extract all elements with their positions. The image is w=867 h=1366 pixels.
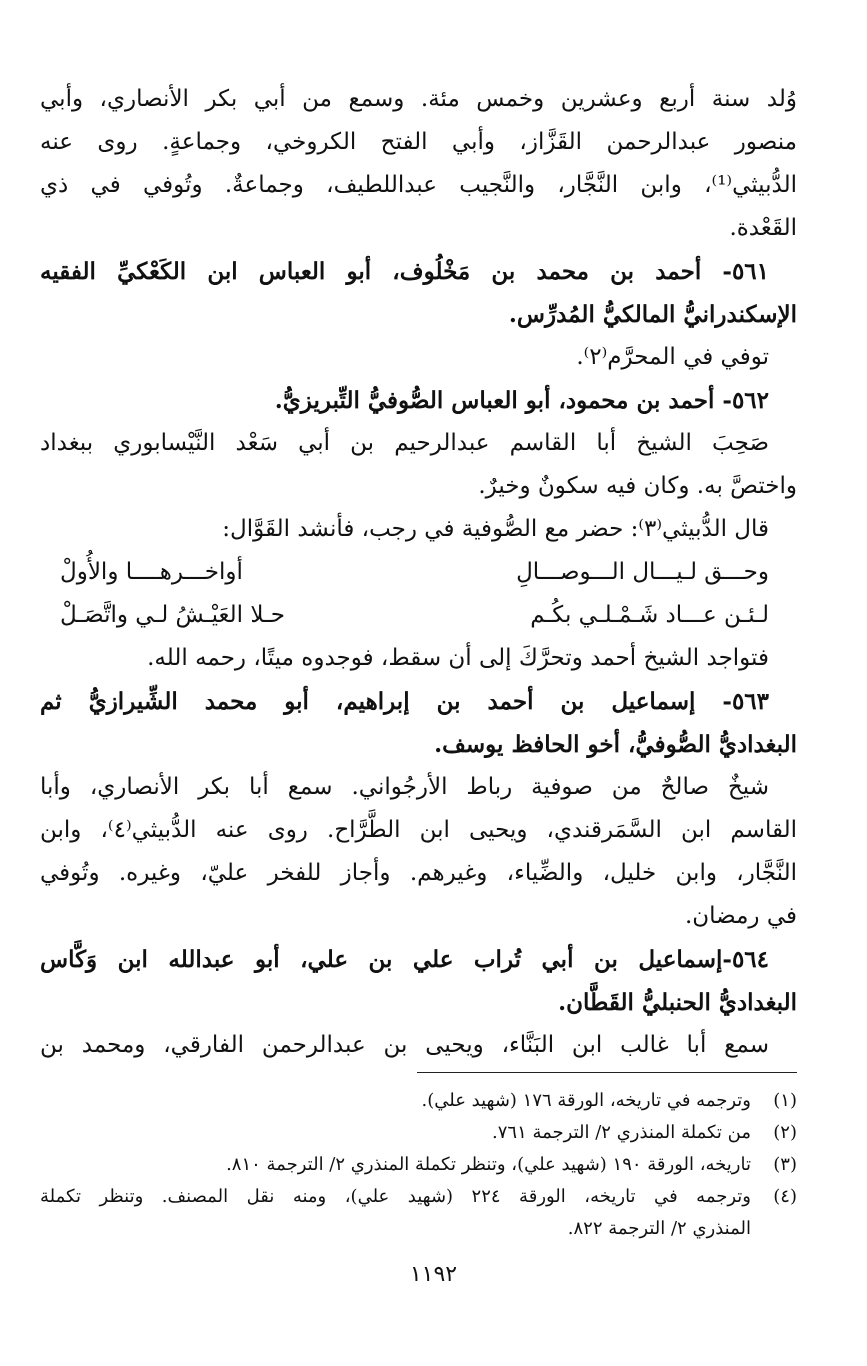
text-line: منصور عبدالرحمن القَزَّاز، وأبي الفتح الكروخي، وجماعةٍ. روى عنه <box>40 129 797 155</box>
entry-heading-564-cont: البغداديُّ الحنبليُّ القَطَّان. <box>558 989 797 1016</box>
footnote-text: من تكملة المنذري ٢/ الترجمة ٧٦١. <box>492 1122 751 1143</box>
verse-line <box>40 551 797 594</box>
verse-hemistich: حـلا العَيْـشُ لـي واتَّصَـلْ <box>60 602 286 628</box>
text-line: فتواجد الشيخ أحمد وتحرَّكَ إلى أن سقط، فوجدوه ميتًا، رحمه الله. <box>147 645 769 671</box>
text-line: سمع أبا غالب ابن البَنَّاء، ويحيى بن عبدالرحمن الفارقي، ومحمد بن <box>40 1032 769 1058</box>
text-line: وُلد سنة أربع وعشرين وخمس مئة. وسمع من أبي بكر الأنصاري، وأبي <box>40 86 797 112</box>
verse-hemistich: وحـــق لـيـــال الـــوصـــالِ <box>516 559 769 585</box>
footnote-number: (٤) <box>773 1186 797 1207</box>
footnote-text: وترجمه في تاريخه، الورقة ٢٢٤ (شهيد علي)، ومنه نقل المصنف. وتنظر تكملة <box>40 1186 751 1207</box>
footnote-number: (٢) <box>773 1122 797 1143</box>
text-line: القَعْدة. <box>729 215 797 241</box>
footnote-text-continued: المنذري ٢/ الترجمة ٨٢٢. <box>567 1218 751 1239</box>
footnote-4 <box>40 1181 797 1213</box>
entry-heading-562: ٥٦٢- أحمد بن محمود، أبو العباس الصُّوفيُّ التِّبريزيُّ. <box>274 387 769 414</box>
page-number: ١١٩٢ <box>409 1262 458 1287</box>
text-line: القاسم ابن السَّمَرقندي، ويحيى ابن الطَّرَّاح. روى عنه الدُّبيثي⁽٤⁾، وابن <box>40 817 797 843</box>
verse-line <box>40 594 797 637</box>
entry-heading-563: ٥٦٣- إسماعيل بن أحمد بن إبراهيم، أبو محمد الشِّيرازيُّ ثم <box>40 688 769 715</box>
text-line: النَّجَّار، وابن خليل، والضِّياء، وغيرهم. وأجاز للفخر عليّ، وغيره. وتُوفي <box>40 860 797 886</box>
text-line: توفي في المحرَّم⁽٢⁾. <box>576 344 769 370</box>
text-line: صَحِبَ الشيخ أبا القاسم عبدالرحيم بن أبي سَعْد النَّيْسابوري ببغداد <box>40 430 769 456</box>
text-line: الدُّبيثي⁽¹⁾، وابن النَّجَّار، والنَّجيب عبداللطيف، وجماعةٌ. وتُوفي في ذي <box>40 172 797 198</box>
entry-heading-563-cont: البغداديُّ الصُّوفيُّ، أخو الحافظ يوسف. <box>434 731 797 758</box>
text-line: في رمضان. <box>684 903 797 929</box>
text-line: شيخٌ صالحٌ من صوفية رباط الأرجُواني. سمع أبا بكر الأنصاري، وأبا <box>40 774 769 800</box>
entry-heading-564: ٥٦٤-إسماعيل بن أبي تُراب علي بن علي، أبو عبدالله ابن وَكَّاس <box>40 946 769 973</box>
footnote-2 <box>40 1117 797 1149</box>
main-text <box>40 78 797 1067</box>
footnote-text: وترجمه في تاريخه، الورقة ١٧٦ (شهيد علي). <box>421 1090 751 1111</box>
entry-heading-561-cont: الإسكندرانيُّ المالكيُّ المُدرِّس. <box>508 301 797 328</box>
entry-heading-561: ٥٦١- أحمد بن محمد بن مَخْلُوف، أبو العباس ابن الكَعْكيِّ الفقيه <box>40 258 769 285</box>
verse-hemistich: لـئـن عـــاد شَـمْـلـي بكُـم <box>530 602 769 628</box>
footnote-number: (٣) <box>773 1154 797 1175</box>
footnote-3 <box>40 1149 797 1181</box>
footnote-divider <box>417 1072 797 1073</box>
footnote-number: (١) <box>773 1090 797 1111</box>
footnote-1 <box>40 1085 797 1117</box>
footnotes <box>40 1085 797 1245</box>
text-line: قال الدُّبيثي⁽٣⁾: حضر مع الصُّوفية في رجب، فأنشد القَوَّال: <box>222 516 769 542</box>
verse-hemistich: أواخـــرهــــا والأُولْ <box>60 559 243 585</box>
footnote-text: تاريخه، الورقة ١٩٠ (شهيد علي)، وتنظر تكملة المنذري ٢/ الترجمة ٨١٠. <box>226 1154 751 1175</box>
text-line: واختصَّ به. وكان فيه سكونٌ وخيرٌ. <box>478 473 797 499</box>
